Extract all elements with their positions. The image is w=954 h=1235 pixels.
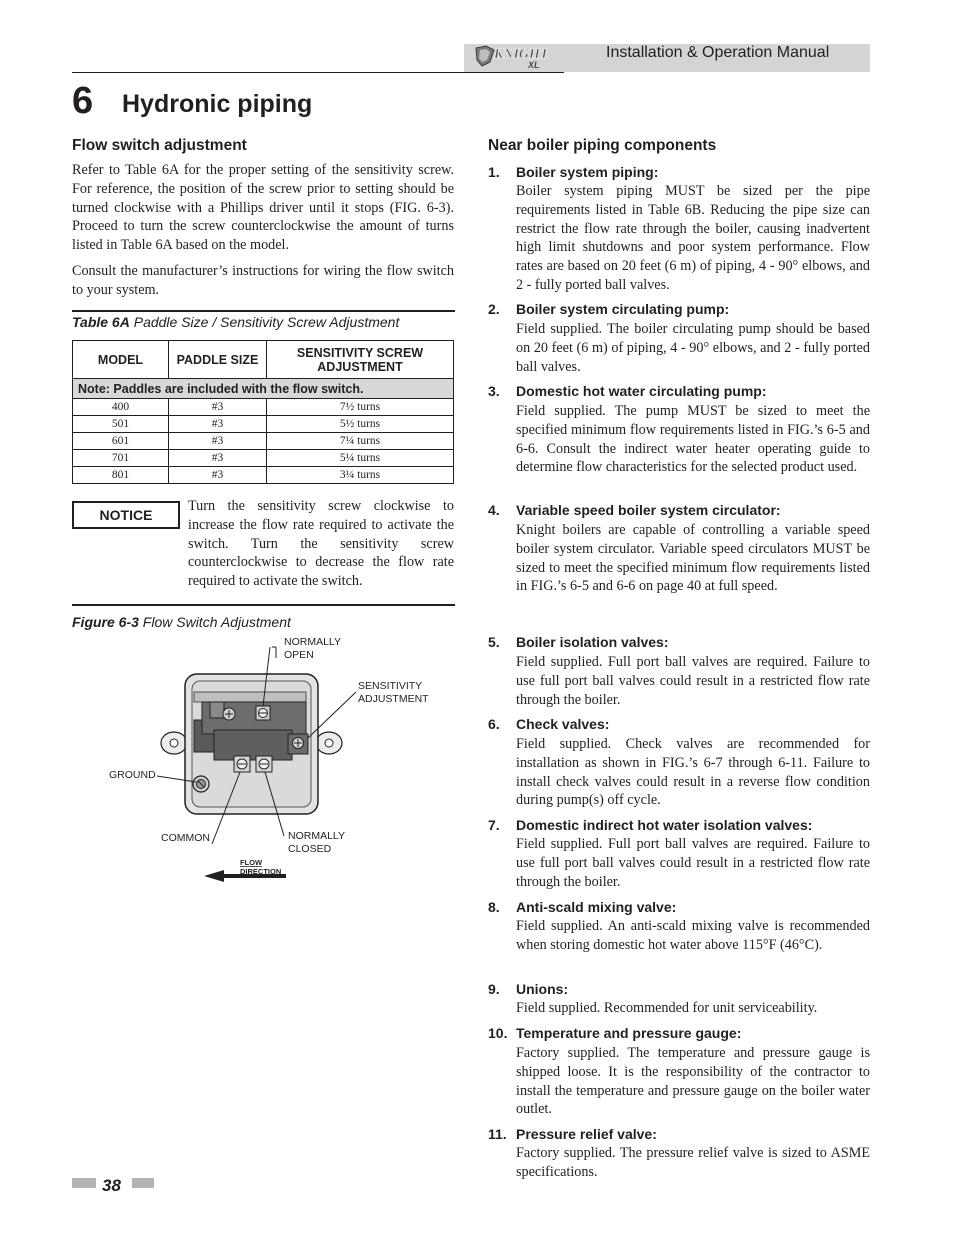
table-header-row — [73, 341, 454, 379]
list-item-text: Field supplied. The pump MUST be sized to meet the specified minimum flow requirements listed in FIG.’s 6-5 and 6-6. Consult the indirect water heater operating guide to determine flow characteristics for the selected product used. — [516, 403, 870, 476]
label-flow-1: FLOW — [240, 858, 263, 867]
list-item-title: 10. Temperature and pressure gauge: — [488, 1025, 742, 1041]
list-item-title: 6. Check valves: — [488, 716, 610, 732]
table-cell: 501 — [73, 416, 169, 433]
chapter-number: 6 — [72, 80, 94, 122]
flow-switch-paragraph-1: Refer to Table 6A for the proper setting of the sensitivity screw. For reference, the position of the screw prior to setting should be turned clockwise with a Phillips driver until it stops (FIG. 6-3). Proceed to turn the screw counterclockwise the amount of turns listed in Table 6A based on the model. — [72, 162, 454, 254]
table-cell: 7¼ turns — [267, 433, 454, 450]
header-rule — [72, 72, 564, 73]
table-cell: 601 — [73, 433, 169, 450]
svg-text:XL: XL — [528, 60, 540, 70]
column-header-paddle-size: PADDLE SIZE — [169, 341, 267, 379]
list-item-text: Field supplied. An anti-scald mixing valve is recommended when storing domestic hot water above 115°F (46°C). — [516, 918, 870, 953]
table-cell: 5½ turns — [267, 416, 454, 433]
svg-text:KNIGHT: KNIGHT — [494, 47, 549, 62]
list-item-title: 5. Boiler isolation valves: — [488, 634, 669, 650]
list-item-title: 11. Pressure relief valve: — [488, 1126, 657, 1142]
figure-title: Figure 6-3 Flow Switch Adjustment — [72, 614, 291, 630]
list-item-title: 7. Domestic indirect hot water isolation valves: — [488, 817, 813, 833]
chapter-title: Hydronic piping — [122, 90, 313, 118]
list-item-title: 8. Anti-scald mixing valve: — [488, 899, 677, 915]
list-item-title: 9. Unions: — [488, 981, 569, 997]
figure-top-rule — [72, 604, 455, 606]
label-flow-2: DIRECTION — [240, 867, 282, 876]
table-row — [73, 433, 454, 450]
table-top-rule — [72, 310, 455, 312]
list-item-text: Knight boilers are capable of controlling a variable speed boiler system circulator. Variable speed circulators MUST be sized to meet the specified minimum flow requirements listed in FIG.’s 6-5 and 6-6 on page 40 at full speed. — [516, 522, 870, 595]
list-item-text: Field supplied. Full port ball valves are required. Failure to use full port ball valves could result in a restricted flow rate through the boiler. — [516, 836, 870, 890]
table-row — [73, 467, 454, 484]
near-boiler-heading: Near boiler piping components — [488, 137, 717, 154]
label-normally-closed-2: CLOSED — [288, 843, 332, 855]
page-number: 38 — [102, 1176, 121, 1195]
table-row — [73, 416, 454, 433]
table-cell: #3 — [169, 433, 267, 450]
table-cell: 400 — [73, 399, 169, 416]
label-ground: GROUND — [109, 769, 156, 781]
label-normally-closed-1: NORMALLY — [288, 830, 345, 842]
table-note-row — [73, 379, 454, 399]
list-item-title: 3. Domestic hot water circulating pump: — [488, 383, 767, 399]
footer-bar-right — [132, 1178, 154, 1188]
table-cell: 5¼ turns — [267, 450, 454, 467]
table-cell: 7½ turns — [267, 399, 454, 416]
table-cell: 801 — [73, 467, 169, 484]
manual-title: Installation & Operation Manual — [606, 44, 830, 61]
table-note: Note: Paddles are included with the flow switch. — [73, 379, 454, 399]
list-item-text: Boiler system piping MUST be sized per the pipe requirements listed in Table 6B. Reducing the pipe size can restrict the flow rate through the boiler, causing inadvertent high limit shutdowns and poor system performance. Flow rates are based on 20 feet (6 m) of piping, 4 - 90° elbows, and 2 - fully ported ball valves. — [516, 183, 870, 293]
table-row — [73, 450, 454, 467]
table-cell: #3 — [169, 416, 267, 433]
flow-switch-diagram — [72, 630, 455, 890]
table-row — [73, 399, 454, 416]
label-sensitivity-2: ADJUSTMENT — [358, 693, 429, 705]
list-item-text: Field supplied. Recommended for unit serviceability. — [516, 1000, 818, 1016]
list-item-title: 4. Variable speed boiler system circulator: — [488, 502, 781, 518]
label-normally-open-1: NORMALLY — [284, 636, 341, 648]
table-cell: 701 — [73, 450, 169, 467]
table-title: Table 6A Paddle Size / Sensitivity Screw Adjustment — [72, 314, 400, 330]
list-item-title: 1. Boiler system piping: — [488, 164, 659, 180]
list-item-text: Field supplied. The boiler circulating pump should be based on 20 feet (6 m) of piping, 4 - 90° elbows, and 2 - fully ported ball valves. — [516, 321, 870, 375]
column-header-model: MODEL — [73, 341, 169, 379]
flow-switch-paragraph-2: Consult the manufacturer’s instructions for wiring the flow switch to your system. — [72, 263, 454, 298]
notice-text: Turn the sensitivity screw clockwise to increase the flow rate required to activate the switch. Turn the sensitivity screw counterclockwise to decrease the flow rate required to activate the switch. — [188, 498, 454, 590]
footer-bar-left — [72, 1178, 96, 1188]
list-item-text: Field supplied. Check valves are recommended for installation as shown in FIG.’s 6-7 through 6-11. Failure to install check valves could result in a reverse flow condition during pump(s) off cycle. — [516, 736, 870, 809]
column-header-sensitivity: SENSITIVITY SCREW ADJUSTMENT — [267, 341, 454, 379]
table-cell: #3 — [169, 450, 267, 467]
table-cell: 3¼ turns — [267, 467, 454, 484]
label-normally-open-2: OPEN — [284, 649, 314, 661]
knight-xl-logo — [472, 42, 550, 72]
table-cell: #3 — [169, 399, 267, 416]
list-item-text: Factory supplied. The pressure relief valve is sized to ASME specifications. — [516, 1145, 870, 1180]
table-cell: #3 — [169, 467, 267, 484]
label-sensitivity-1: SENSITIVITY — [358, 680, 423, 692]
flow-switch-heading: Flow switch adjustment — [72, 137, 247, 154]
label-common: COMMON — [161, 832, 210, 844]
list-item-text: Factory supplied. The temperature and pressure gauge is shipped loose. It is the responsibility of the contractor to install the temperature and pressure gauge on the boiler water outlet. — [516, 1045, 870, 1118]
sensitivity-table — [72, 340, 454, 484]
list-item-title: 2. Boiler system circulating pump: — [488, 301, 730, 317]
list-item-text: Field supplied. Full port ball valves are required. Failure to use full port ball valves could result in a restricted flow rate through the boiler. — [516, 654, 870, 708]
notice-badge: NOTICE — [72, 501, 180, 529]
